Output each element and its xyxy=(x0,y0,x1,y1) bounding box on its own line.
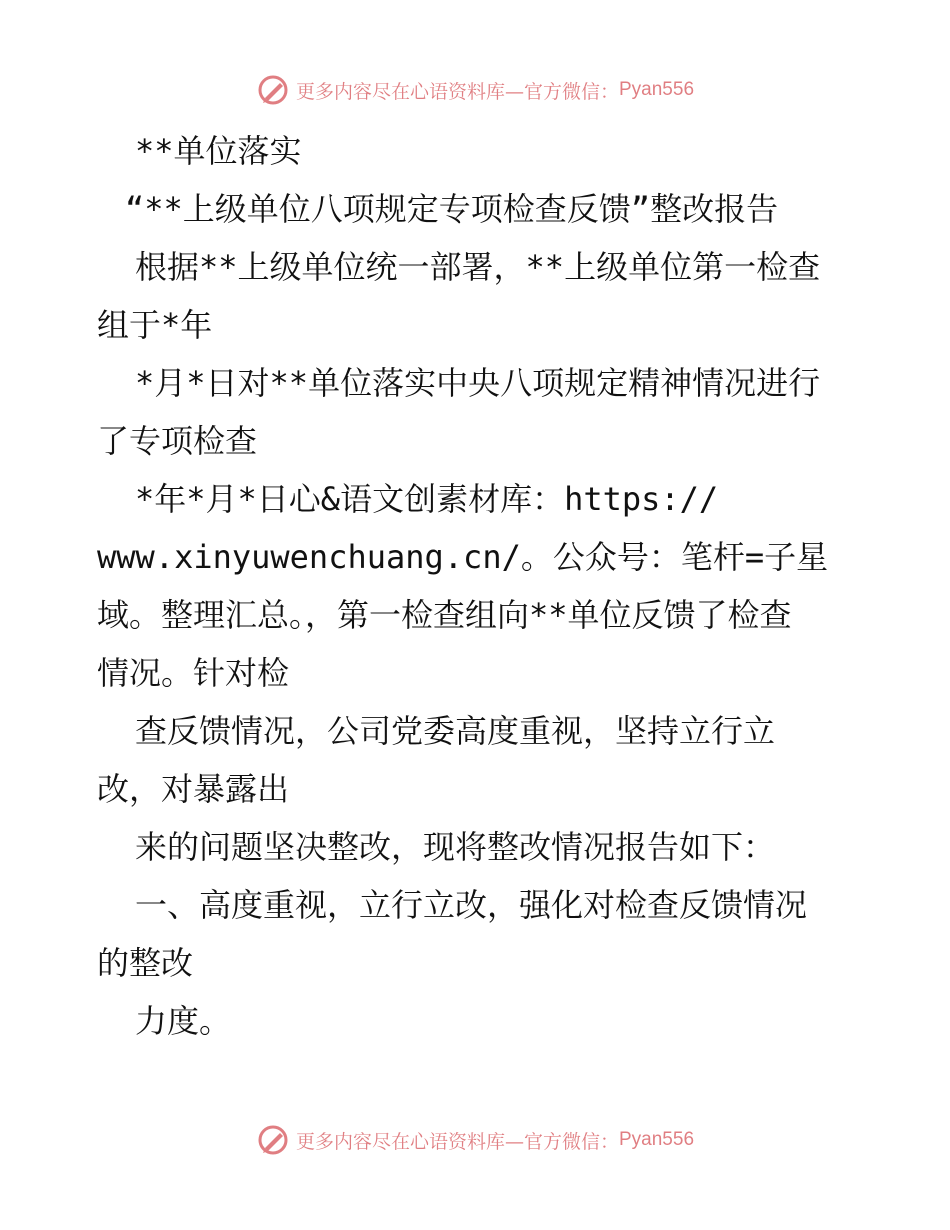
section-heading: 一、高度重视，立行立改，强化对检查反馈情况 xyxy=(135,886,808,924)
document-body xyxy=(97,122,867,1050)
text-line: 来的问题坚决整改，现将整改情况报告如下： xyxy=(135,828,776,866)
text-line: 改，对暴露出 xyxy=(97,770,290,808)
report-title: “**上级单位八项规定专项检查反馈”整改报告 xyxy=(125,190,779,228)
watermark-wechat-id: Pyan556 xyxy=(619,1129,695,1150)
text-line: 的整改 xyxy=(97,944,194,982)
footer-watermark xyxy=(0,1120,950,1160)
watermark-text: 更多内容尽在心语资料库—官方微信： xyxy=(295,80,619,103)
text-line: 域。整理汇总。，第一检查组向**单位反馈了检查 xyxy=(97,596,792,634)
text-line: *年*月*日心&语文创素材库：https:// xyxy=(135,480,719,518)
text-line: 情况。针对检 xyxy=(97,654,290,692)
text-line: **单位落实 xyxy=(135,132,302,170)
pen-logo-icon xyxy=(256,73,290,107)
text-line: www.xinyuwenchuang.cn/。公众号：笔杆=子星 xyxy=(97,538,829,576)
header-watermark xyxy=(0,70,950,110)
text-line: 了专项检查 xyxy=(97,422,258,460)
text-line: 根据**上级单位统一部署，**上级单位第一检查 xyxy=(135,248,821,286)
text-line: 组于*年 xyxy=(97,306,213,344)
pen-logo-icon xyxy=(256,1123,290,1157)
text-line: *月*日对**单位落实中央八项规定精神情况进行 xyxy=(135,364,821,402)
watermark-text: 更多内容尽在心语资料库—官方微信： xyxy=(295,1130,619,1153)
text-line: 力度。 xyxy=(135,1002,232,1040)
watermark-wechat-id: Pyan556 xyxy=(619,79,695,100)
text-line: 查反馈情况，公司党委高度重视，坚持立行立 xyxy=(135,712,776,750)
